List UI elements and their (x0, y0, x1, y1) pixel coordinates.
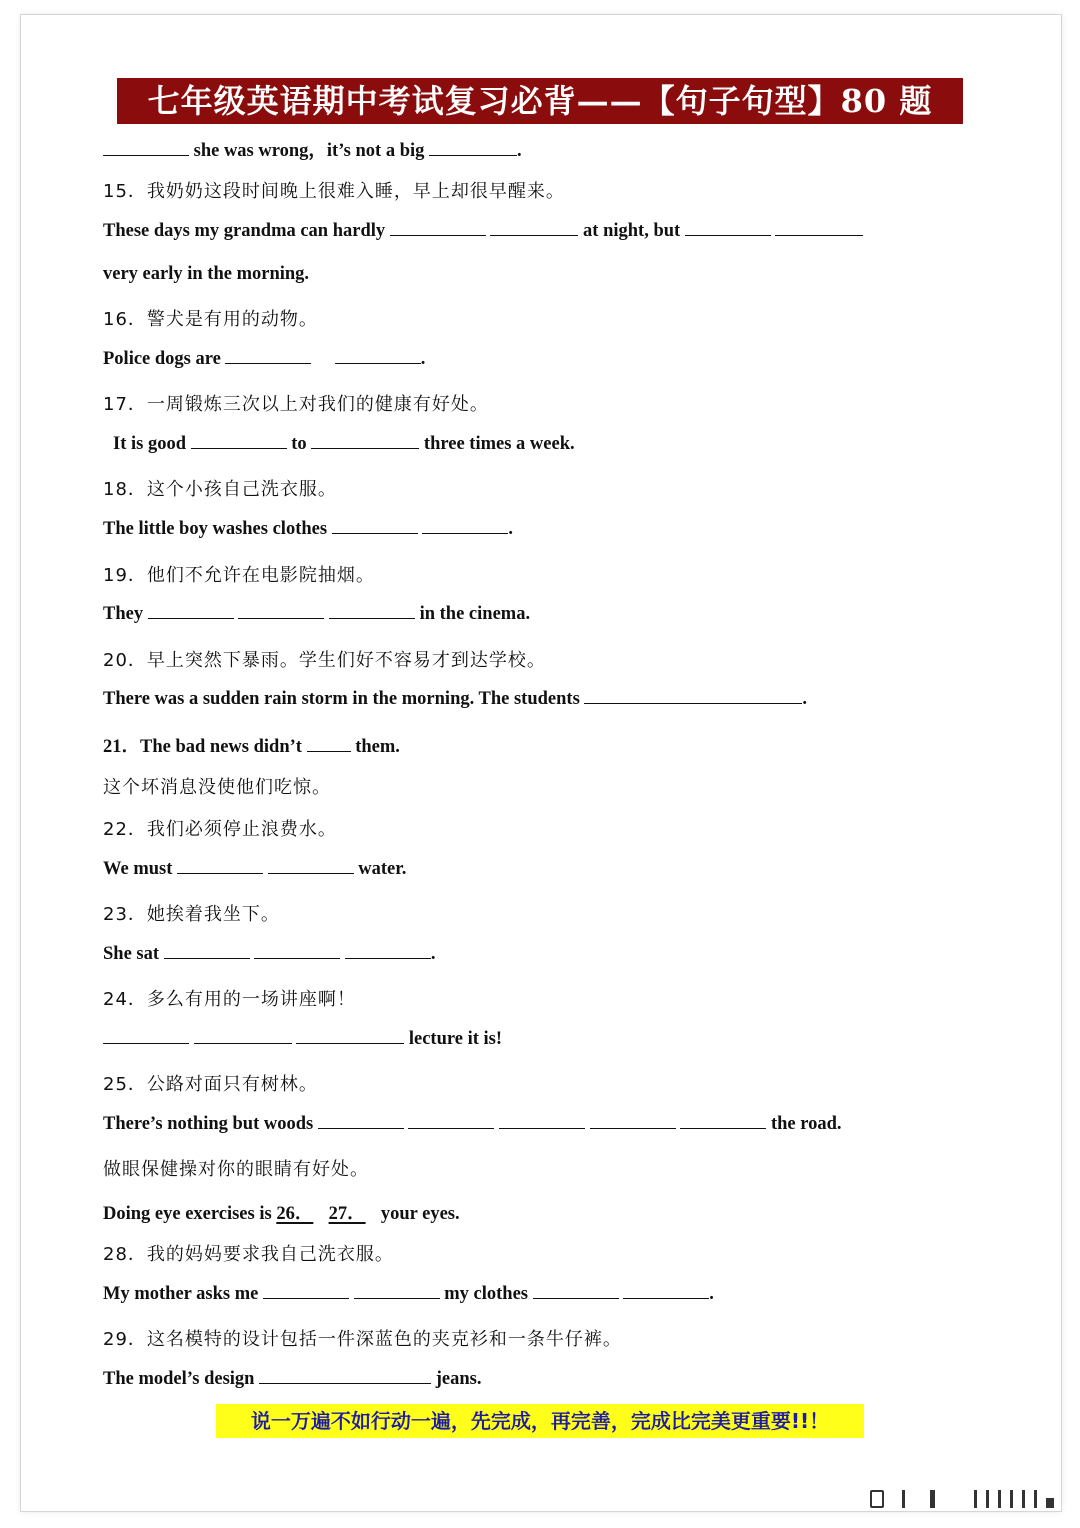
question-26-english: Doing eye exercises is 26． 27． your eyes. (103, 1204, 460, 1224)
blank[interactable] (499, 1114, 585, 1129)
question-18-english: The little boy washes clothes . (103, 519, 513, 539)
question-26-chinese: 做眼保健操对你的眼睛有好处。 (103, 1159, 369, 1180)
page-icon[interactable] (870, 1490, 884, 1508)
question-16-chinese: 16．警犬是有用的动物。 (103, 309, 318, 330)
blank-26[interactable]: 26． (276, 1204, 314, 1224)
question-23-english: She sat . (103, 944, 436, 964)
blank[interactable] (307, 737, 351, 752)
blank[interactable] (177, 859, 263, 874)
blank[interactable] (311, 434, 419, 449)
blank[interactable] (259, 1369, 431, 1384)
question-24-chinese: 24．多么有用的一场讲座啊！ (103, 989, 356, 1010)
question-22-english: We must water. (103, 859, 407, 879)
blank[interactable] (490, 221, 578, 236)
page-title: 七年级英语期中考试复习必背——【句子句型】80 题 (117, 78, 963, 124)
question-19-chinese: 19．他们不允许在电影院抽烟。 (103, 565, 375, 586)
question-17-chinese: 17．一周锻炼三次以上对我们的健康有好处。 (103, 394, 489, 415)
blank[interactable] (148, 604, 234, 619)
blank[interactable] (103, 1029, 189, 1044)
blank[interactable] (329, 604, 415, 619)
question-23-chinese: 23．她挨着我坐下。 (103, 904, 280, 925)
blank[interactable] (590, 1114, 676, 1129)
divider (1046, 1498, 1054, 1508)
blank[interactable] (103, 141, 189, 156)
question-29-english: The model’s design jeans. (103, 1369, 482, 1389)
blank[interactable] (623, 1284, 709, 1299)
blank[interactable] (238, 604, 324, 619)
question-18-chinese: 18．这个小孩自己洗衣服。 (103, 479, 337, 500)
divider (902, 1490, 905, 1508)
motivation-banner: 说一万遍不如行动一遍，先完成，再完善，完成比完美更重要!!！ (216, 1404, 864, 1438)
question-20-chinese: 20．早上突然下暴雨。学生们好不容易才到达学校。 (103, 650, 546, 671)
question-22-chinese: 22．我们必须停止浪费水。 (103, 819, 337, 840)
question-15-english-cont: very early in the morning. (103, 264, 310, 284)
blank[interactable] (533, 1284, 619, 1299)
blank[interactable] (408, 1114, 494, 1129)
blank[interactable] (318, 1114, 404, 1129)
blank[interactable] (429, 141, 517, 156)
divider (1034, 1490, 1037, 1508)
question-15-chinese: 15．我奶奶这段时间晚上很难入睡，早上却很早醒来。 (103, 181, 565, 202)
question-25-english: There’s nothing but woods the road. (103, 1114, 842, 1134)
question-17-english: It is good to three times a week. (113, 434, 575, 454)
blank[interactable] (194, 1029, 292, 1044)
divider (974, 1490, 977, 1508)
blank-27[interactable]: 27． (328, 1204, 366, 1224)
blank[interactable] (164, 944, 250, 959)
divider (1010, 1490, 1013, 1508)
blank[interactable] (354, 1284, 440, 1299)
question-21-english: 21．The bad news didn’t them. (103, 737, 400, 757)
blank[interactable] (191, 434, 287, 449)
blank[interactable] (332, 519, 418, 534)
blank[interactable] (254, 944, 340, 959)
question-19-english: They in the cinema. (103, 604, 531, 624)
blank[interactable] (390, 221, 486, 236)
divider (986, 1490, 989, 1508)
blank[interactable] (584, 689, 802, 704)
divider (930, 1490, 935, 1508)
question-16-english: Police dogs are . (103, 349, 426, 369)
blank[interactable] (263, 1284, 349, 1299)
divider (1022, 1490, 1025, 1508)
blank[interactable] (422, 519, 508, 534)
blank[interactable] (296, 1029, 404, 1044)
line-continuation: she was wrong，it’s not a big . (103, 136, 522, 162)
divider (998, 1490, 1001, 1508)
viewer-toolbar (862, 1484, 1062, 1512)
question-21-chinese: 这个坏消息没使他们吃惊。 (103, 777, 331, 798)
question-29-chinese: 29．这名模特的设计包括一件深蓝色的夹克衫和一条牛仔裤。 (103, 1329, 622, 1350)
blank[interactable] (775, 221, 863, 236)
question-28-english: My mother asks me my clothes . (103, 1284, 714, 1304)
blank[interactable] (680, 1114, 766, 1129)
question-28-chinese: 28．我的妈妈要求我自己洗衣服。 (103, 1244, 394, 1265)
blank[interactable] (685, 221, 771, 236)
question-25-chinese: 25．公路对面只有树林。 (103, 1074, 318, 1095)
blank[interactable] (225, 349, 311, 364)
question-20-english: There was a sudden rain storm in the morning. The students . (103, 689, 808, 709)
question-24-english: lecture it is! (103, 1029, 502, 1050)
blank[interactable] (268, 859, 354, 874)
blank[interactable] (345, 944, 431, 959)
question-15-english: These days my grandma can hardly at night, but (103, 221, 863, 242)
blank[interactable] (335, 349, 421, 364)
